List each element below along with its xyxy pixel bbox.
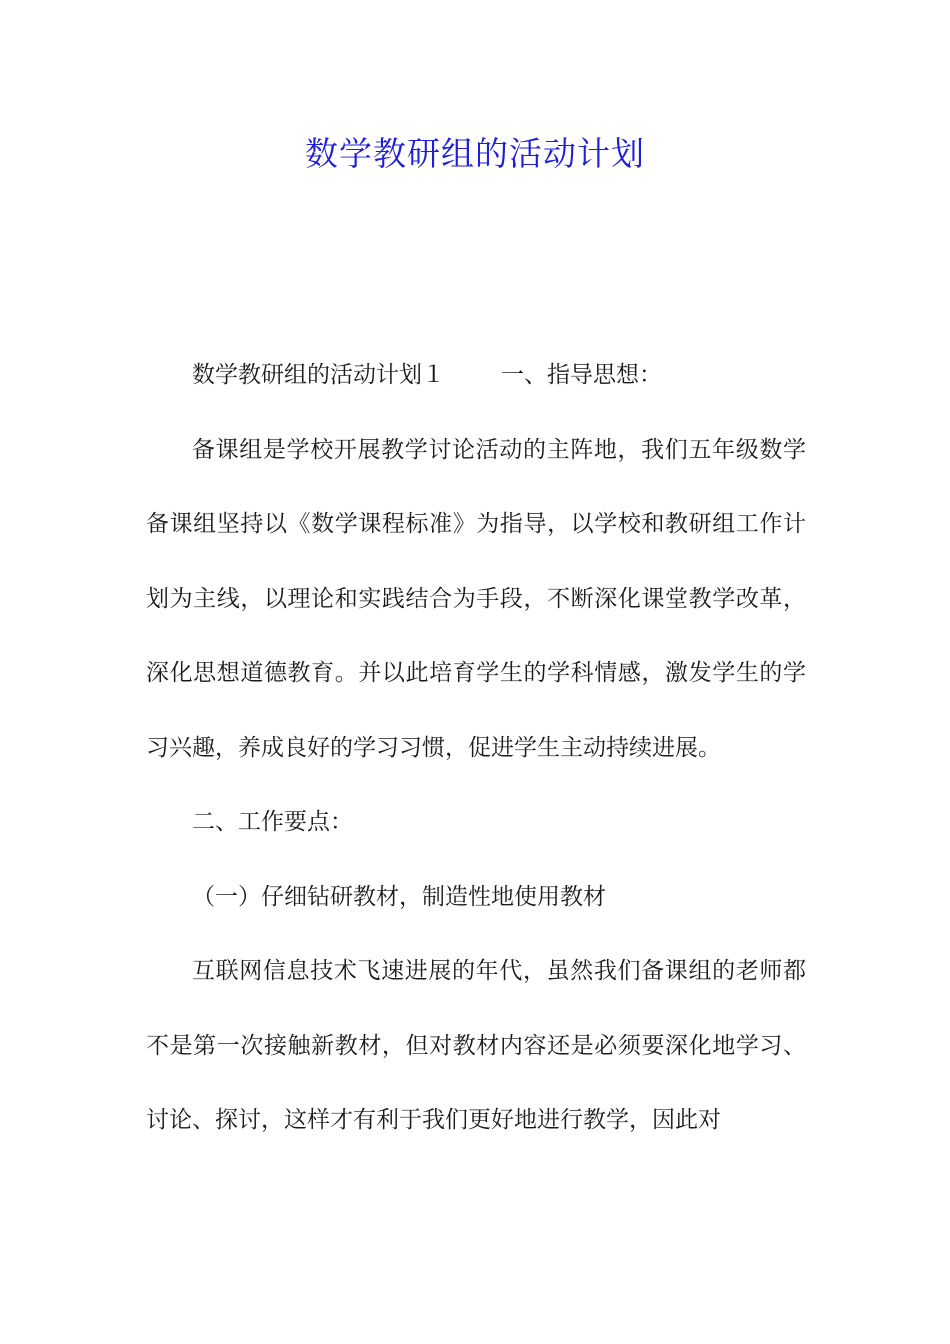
plan-subtitle: 数学教研组的活动计划１ (192, 362, 445, 388)
document-body (146, 338, 806, 1158)
document-title: 数学教研组的活动计划 (305, 134, 645, 173)
paragraph-textbook-study: 互联网信息技术飞速进展的年代，虽然我们备课组的老师都不是第一次接触新教材，但对教材内容还是必须要深化地学习、讨论、探讨，这样才有利于我们更好地进行教学，因此对 (146, 958, 806, 1133)
paragraph-heading-1 (146, 338, 806, 413)
paragraph-guiding-thought: 备课组是学校开展教学讨论活动的主阵地，我们五年级数学备课组坚持以《数学课程标准》为指导，以学校和教研组工作计划为主线，以理论和实践结合为手段，不断深化课堂教学改革，深化思想道德教育。并以此培育学生的学科情感，激发学生的学习兴趣，养成良好的学习习惯，促进学生主动持续进展。 (146, 436, 806, 761)
section-heading-guiding-thought: 一、指导思想： (501, 362, 662, 388)
section-heading-work-points: 二、工作要点： (192, 809, 353, 835)
subsection-heading-1: （一）仔细钻研教材，制造性地使用教材 (192, 883, 606, 910)
